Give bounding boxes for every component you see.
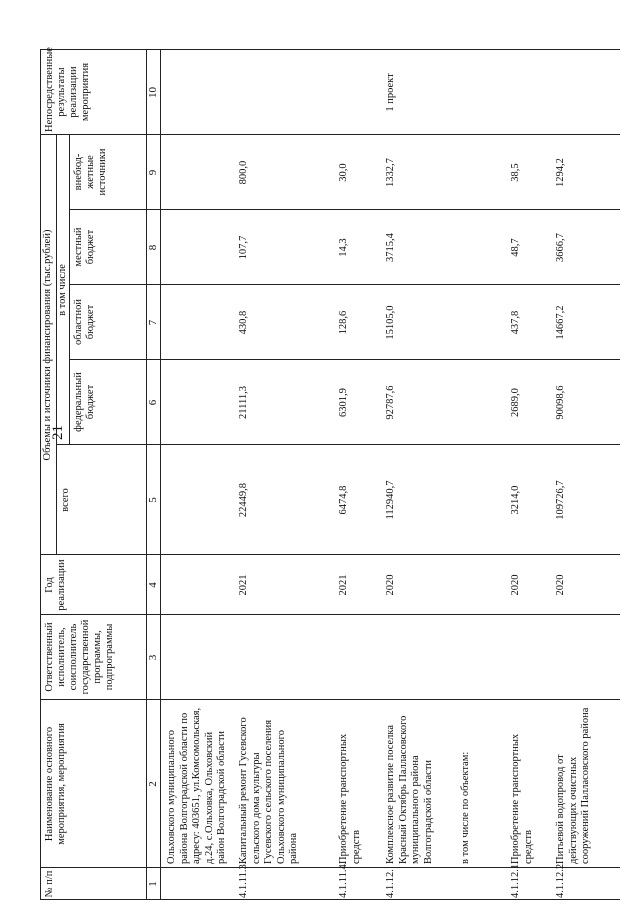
header-extra: внебюд-жетные источники [73, 148, 108, 196]
row-total: 22449,8 [238, 482, 249, 518]
row-local: 14,3 [338, 238, 349, 257]
col-divider [40, 554, 620, 555]
row-total: 3214,0 [510, 485, 521, 515]
row-name: Капитальный ремонт Гусевского сельского дома культуры Гусевского сельского поселения Ольховского муниципального района [238, 717, 299, 864]
row-regional: 15105,0 [385, 305, 396, 340]
row-num: 4.1.11.3. [238, 861, 249, 898]
row-regional: 128,6 [338, 310, 349, 335]
header-incl: в том числе [57, 264, 68, 316]
row-name: в том числе по объектам: [460, 751, 471, 864]
page-number: 21 [50, 425, 66, 440]
row-year: 2021 [238, 574, 249, 596]
colnum: 7 [147, 319, 159, 326]
table-left-border [40, 899, 620, 900]
colnum: 4 [147, 582, 159, 588]
row-num: 4.1.12.2. [555, 861, 566, 898]
row-federal: 6301,9 [338, 388, 349, 417]
row-name: Комплексное развитие поселка Красный Октябрь Палласовского муниципального района Волгоградской области [385, 715, 434, 864]
row-num: 4.1.12. [385, 869, 396, 898]
header-result: Непосредственные результаты реализации мероприятия [44, 47, 91, 132]
row-name: Приобретение транспортных средств [510, 733, 534, 864]
row-num: 4.1.12.1. [510, 861, 521, 898]
table-top-border [40, 50, 41, 900]
col-divider [40, 867, 620, 868]
row-regional: 14667,2 [555, 305, 566, 340]
header-regional: областной бюджет [73, 299, 96, 345]
header-federal: федеральный бюджет [73, 372, 96, 432]
row-local: 107,7 [238, 235, 249, 260]
header-total: всего [60, 488, 71, 512]
row-federal: 92787,6 [385, 385, 396, 420]
row-extra: 1332,7 [385, 158, 396, 187]
row-year: 2020 [555, 574, 566, 596]
colnum: 1 [147, 881, 159, 887]
header-local: местный бюджет [73, 227, 96, 267]
row-extra: 30,0 [338, 163, 349, 182]
colnum: 10 [147, 87, 159, 98]
colnum: 9 [147, 169, 159, 176]
row-result: 1 проект [385, 73, 396, 112]
row-local: 3666,7 [555, 233, 566, 262]
row-extra: 1294,2 [555, 158, 566, 187]
col-divider [40, 134, 620, 135]
header-name: Наименование основного мероприятия, мероприятия [44, 723, 67, 845]
row-year: 2020 [385, 574, 396, 596]
row-num: 4.1.11.4. [338, 861, 349, 898]
row-local: 48,7 [510, 238, 521, 257]
table-right-border [40, 49, 620, 50]
colnum: 3 [147, 654, 159, 661]
row-year: 2020 [510, 574, 521, 596]
row-name: Приобретение транспортных средств [338, 733, 362, 864]
header-funding-group: Объемы и источники финансирования (тыс.рублей) [42, 229, 53, 461]
col-divider [40, 699, 620, 700]
header-year: Год реализации [44, 559, 67, 611]
row-total: 6474,8 [338, 485, 349, 515]
row-extra: 800,0 [238, 160, 249, 185]
header-num: № п/п [44, 870, 55, 898]
row-regional: 430,8 [238, 310, 249, 335]
row-total: 112940,7 [385, 480, 396, 520]
row-federal: 2689,0 [510, 388, 521, 417]
row-year: 2021 [338, 574, 349, 596]
colnum: 8 [147, 244, 159, 251]
row-name: Питьевой водопровод от действующих очистных сооружений Палласовского района [555, 707, 591, 864]
row-extra: 38,5 [510, 163, 521, 182]
colnum: 6 [147, 399, 159, 406]
row-total: 109726,7 [555, 480, 566, 520]
row-name: Ольховского муниципального района Волгоградской области по адресу: 403651, ул.Комсомольская, д.24, с.Ольховка, Ольховский район Волгоградской области [166, 707, 227, 864]
incl-border [69, 135, 70, 445]
colnum: 5 [147, 497, 159, 503]
row-regional: 437,8 [510, 310, 521, 335]
row-federal: 90098,6 [555, 385, 566, 420]
col-divider [40, 614, 620, 615]
row-local: 3715,4 [385, 233, 396, 262]
header-responsible: Ответственный исполнитель, соисполнитель государственной программы, подпрограммы [44, 619, 115, 695]
column-numbers-border [160, 50, 161, 900]
colnum: 2 [147, 781, 159, 787]
row-federal: 21111,3 [238, 386, 249, 419]
program-table [40, 47, 620, 900]
